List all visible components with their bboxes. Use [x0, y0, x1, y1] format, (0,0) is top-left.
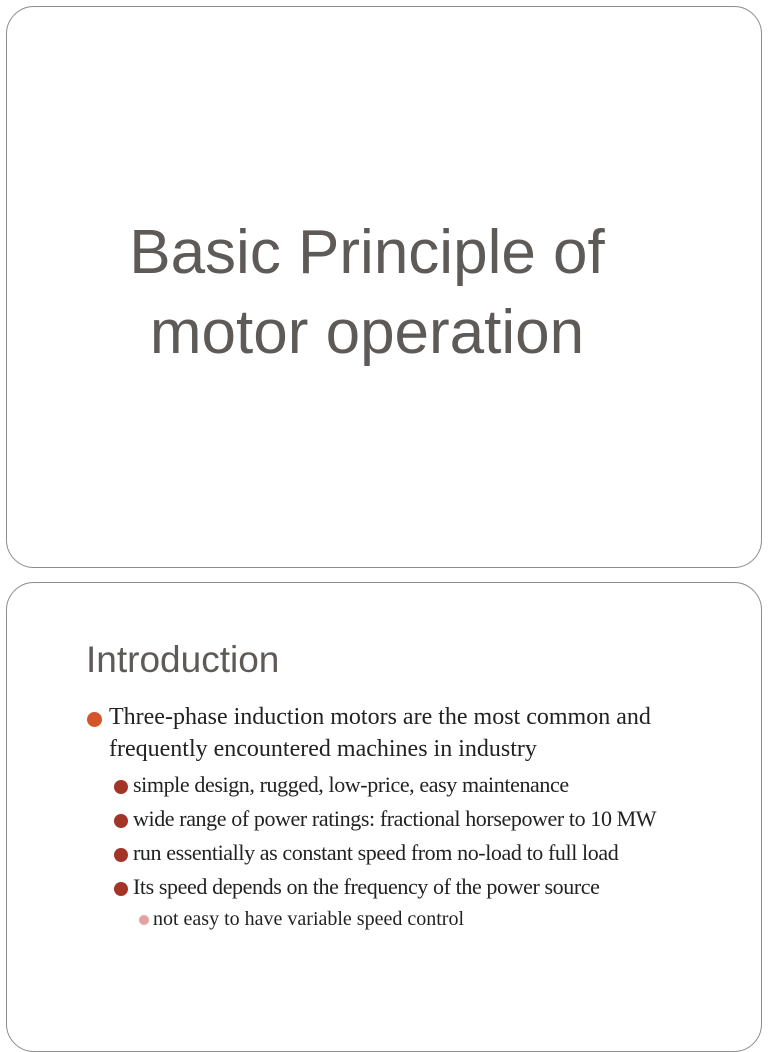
sub-bullet-text: simple design, rugged, low-price, easy maintenance: [133, 772, 569, 797]
bullet-dot-icon: [87, 712, 102, 727]
bullet-text: Three-phase induction motors are the most common and frequently encountered machines in industry: [109, 704, 651, 762]
sub-bullet-dot-icon: [114, 848, 128, 862]
introduction-slide: [6, 582, 762, 1052]
slide-heading: Introduction: [86, 639, 280, 680]
slide-title-line-2: motor operation: [149, 298, 585, 367]
sub-bullet-dot-icon: [114, 780, 128, 794]
sub-sub-bullet-text: not easy to have variable speed control: [153, 908, 464, 930]
sub-bullet-item: [87, 837, 687, 869]
bullet-list: [87, 701, 687, 933]
slide-title: [7, 213, 727, 373]
sub-bullet-text: run essentially as constant speed from no-load to full load: [133, 840, 619, 865]
sub-bullet-text: wide range of power ratings: fractional horsepower to 10 MW: [133, 806, 657, 831]
sub-bullet-dot-icon: [114, 882, 128, 896]
sub-bullet-dot-icon: [114, 814, 128, 828]
sub-sub-bullet-dot-icon: [139, 915, 149, 925]
sub-sub-bullet-item: [87, 905, 687, 933]
bullet-item: [87, 701, 687, 765]
slide-title-line-1: Basic Principle of: [129, 218, 605, 287]
sub-bullet-item: [87, 871, 687, 903]
sub-bullet-item: [87, 769, 687, 801]
sub-bullet-item: [87, 803, 687, 835]
title-slide: [6, 6, 762, 568]
sub-bullet-text: Its speed depends on the frequency of the power source: [133, 874, 600, 899]
